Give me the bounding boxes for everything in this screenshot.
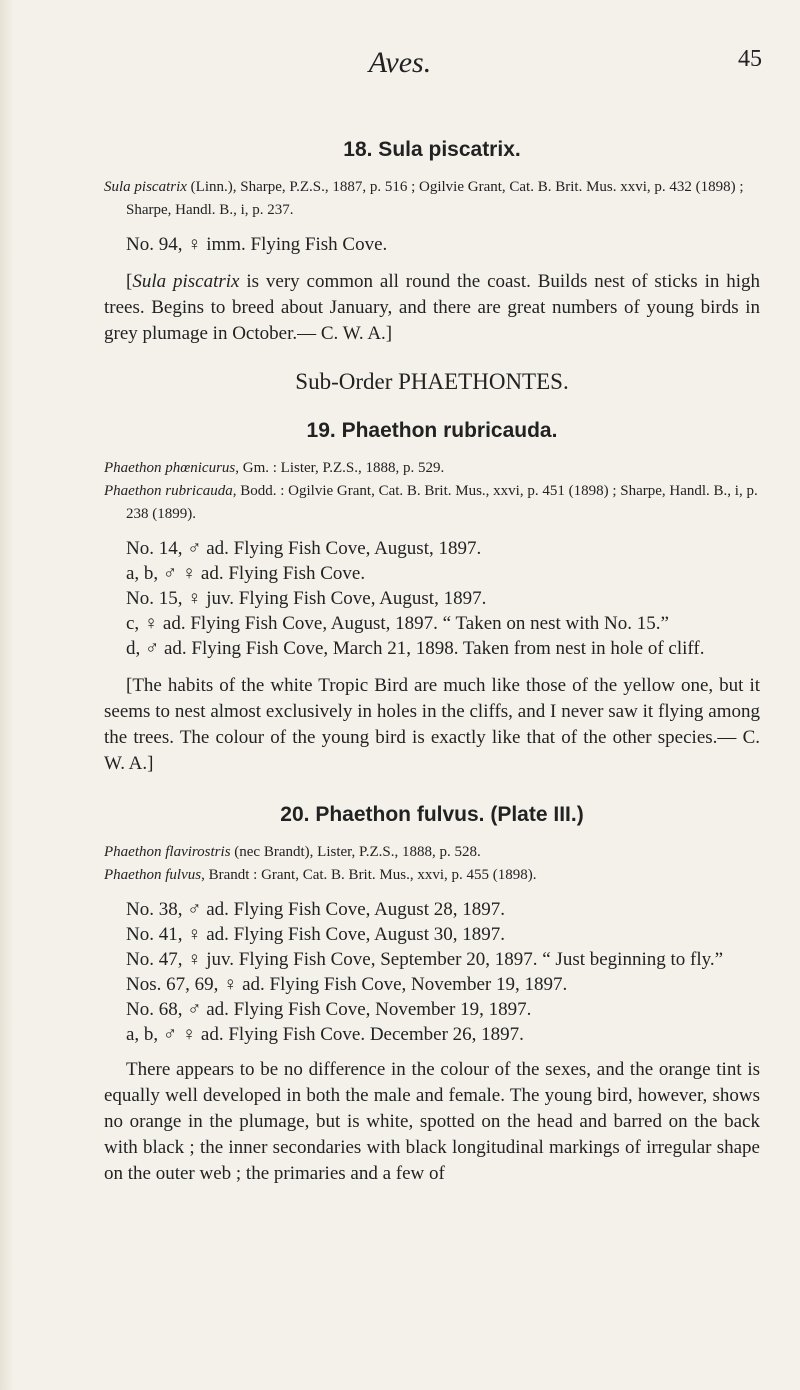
record-line: No. 68, ♂ ad. Flying Fish Cove, November 19, 1897. <box>126 999 532 1020</box>
record-line: No. 47, ♀ juv. Flying Fish Cove, September 20, 1897. “ Just beginning to fly.” <box>126 949 724 970</box>
species-heading-20: 20. Phaethon fulvus. (Plate III.) <box>280 803 584 826</box>
page-content <box>104 138 760 1187</box>
record-line: Nos. 67, 69, ♀ ad. Flying Fish Cove, November 19, 1897. <box>126 974 568 995</box>
reference-name: Phaethon flavirostris <box>104 844 231 860</box>
running-title: Aves. <box>368 46 432 79</box>
field-note-18 <box>104 269 760 347</box>
reference-line <box>104 457 760 480</box>
reference-text: (nec Brandt), Lister, P.Z.S., 1888, p. 528. <box>230 844 481 860</box>
reference-line <box>104 176 760 222</box>
references-19 <box>104 457 760 526</box>
note-bracket: [ <box>126 271 133 292</box>
species-heading-19: 19. Phaethon rubricauda. <box>306 419 558 442</box>
record-line: No. 94, ♀ imm. Flying Fish Cove. <box>126 234 388 255</box>
species-heading-18: 18. Sula piscatrix. <box>343 138 521 161</box>
records-18 <box>104 232 760 257</box>
note-species-name: Sula piscatrix <box>132 271 240 292</box>
record-line: d, ♂ ad. Flying Fish Cove, March 21, 1898. Taken from nest in hole of cliff. <box>126 638 705 659</box>
record-line: c, ♀ ad. Flying Fish Cove, August, 1897. “ Taken on nest with No. 15.” <box>126 613 669 634</box>
references-18 <box>104 176 760 222</box>
reference-name: Phaethon phœnicurus <box>104 460 236 476</box>
records-20 <box>104 897 760 1047</box>
reference-line <box>104 480 760 526</box>
records-19 <box>104 536 760 661</box>
field-note-19: [The habits of the white Tropic Bird are much like those of the yellow one, but it seems to nest almost exclusively in holes in the cliffs, and I never saw it flying among the trees. The colour of the young bird is exactly like that of the other species.— C. W. A.] <box>104 675 760 774</box>
reference-name: Sula piscatrix <box>104 179 187 195</box>
record-line: a, b, ♂ ♀ ad. Flying Fish Cove. <box>126 563 366 584</box>
record-line: No. 15, ♀ juv. Flying Fish Cove, August, 1897. <box>126 588 487 609</box>
reference-name: Phaethon rubricauda <box>104 483 233 499</box>
references-20 <box>104 841 760 887</box>
suborder-heading: Sub-Order PHAETHONTES. <box>295 369 569 394</box>
reference-text: , Brandt : Grant, Cat. B. Brit. Mus., xxvi, p. 455 (1898). <box>201 867 537 883</box>
reference-text: , Gm. : Lister, P.Z.S., 1888, p. 529. <box>235 460 445 476</box>
page-number: 45 <box>738 46 762 72</box>
reference-text: , Bodd. : Ogilvie Grant, Cat. B. Brit. Mus., xxvi, p. 451 (1898) ; Sharpe, Handl. B., i, p. 238 (1899). <box>126 483 758 522</box>
record-line: No. 14, ♂ ad. Flying Fish Cove, August, 1897. <box>126 538 482 559</box>
page-binding-shadow <box>0 0 14 1390</box>
description-paragraph: There appears to be no difference in the colour of the sexes, and the orange tint is equally well developed in both the male and female. The young bird, however, shows no orange in the plumage, but is white, spotted on the head and barred on the back with black ; the inner secondaries with black longitudinal markings of irregular shape on the outer web ; the primaries and a few of <box>104 1059 760 1184</box>
record-line: a, b, ♂ ♀ ad. Flying Fish Cove. December 26, 1897. <box>126 1024 524 1045</box>
reference-line <box>104 864 760 887</box>
record-line: No. 41, ♀ ad. Flying Fish Cove, August 30, 1897. <box>126 924 505 945</box>
reference-name: Phaethon fulvus <box>104 867 202 883</box>
note-text: is very common all round the coast. Builds nest of sticks in high trees. Begins to breed about January, and there are great numbers of young birds in grey plumage in October.— C. W. A.] <box>104 271 760 344</box>
reference-line <box>104 841 760 864</box>
record-line: No. 38, ♂ ad. Flying Fish Cove, August 28, 1897. <box>126 899 505 920</box>
reference-text: (Linn.), Sharpe, P.Z.S., 1887, p. 516 ; Ogilvie Grant, Cat. B. Brit. Mus. xxvi, p. 432 (1898) ; Sharpe, Handl. B., i, p. 237. <box>126 179 744 218</box>
